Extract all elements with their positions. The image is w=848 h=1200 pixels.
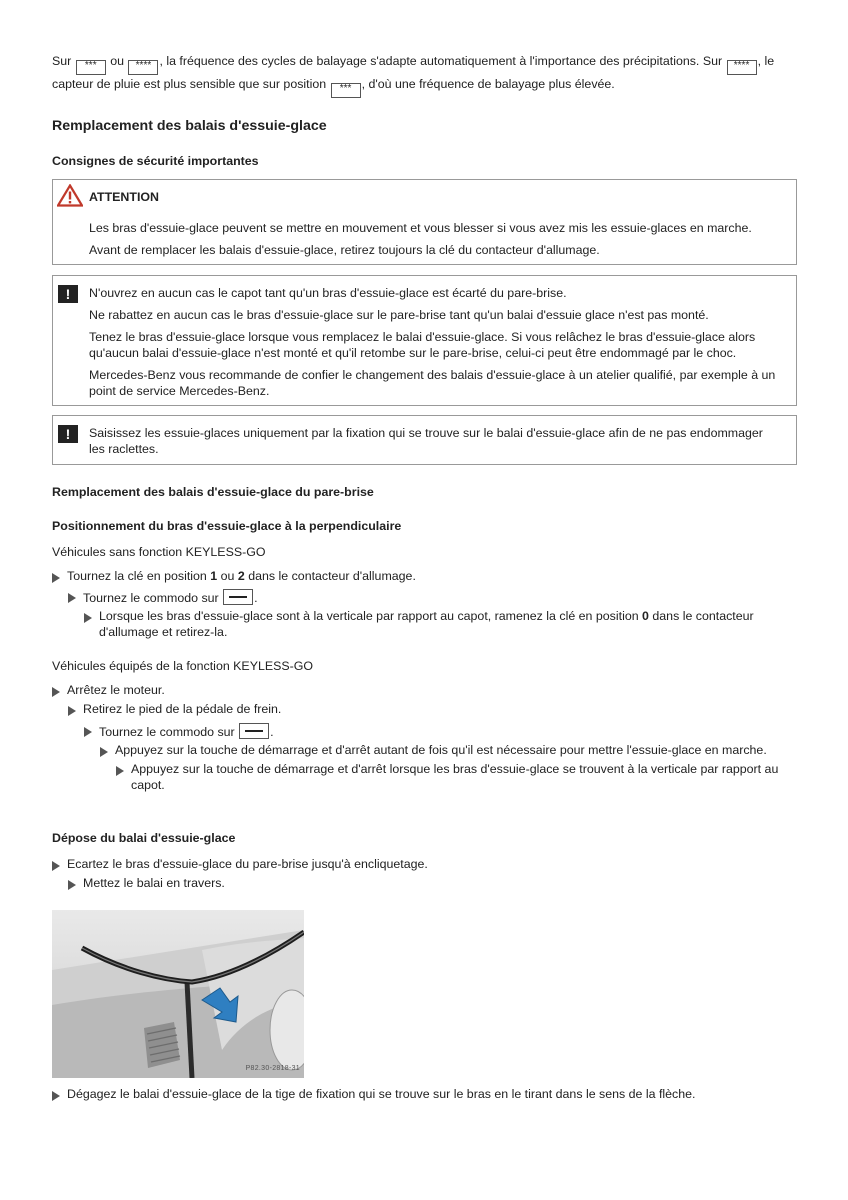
warning-box xyxy=(52,179,797,265)
step-arrow-icon xyxy=(68,880,76,890)
subsection-title: Positionnement du bras d'essuie-glace à la perpendiculaire xyxy=(52,519,402,533)
intermittent-3-symbol: *** xyxy=(331,83,361,98)
note-line: Ne rabattez en aucun cas le bras d'essuie-glace sur le pare-brise tant qu'un balai d'essuie glace n'est pas monté. xyxy=(89,308,709,322)
wiper-blade-image xyxy=(52,910,304,1078)
figure-code: P82.30-2818-31 xyxy=(245,1064,300,1072)
vehicle-label: Véhicules sans fonction KEYLESS-GO xyxy=(52,545,266,559)
step: Dégagez le balai d'essuie-glace de la tige de fixation qui se trouve sur le bras en le tirant dans le sens de la flèche. xyxy=(52,1087,797,1103)
subsection-title: Remplacement des balais d'essuie-glace du pare-brise xyxy=(52,485,374,499)
note-line: Mercedes-Benz vous recommande de confier le changement des balais d'essuie-glace à un atelier qualifié, par exemple à un point de service Mercedes-Benz. xyxy=(89,368,776,398)
vehicle-label: Véhicules équipés de la fonction KEYLESS-GO xyxy=(52,659,314,673)
note-text: Saisissez les essuie-glaces uniquement par la fixation qui se trouve sur le balai d'essuie-glace afin de ne pas endommager les raclettes. xyxy=(89,426,763,456)
exclamation-icon: ! xyxy=(58,285,78,303)
intro-paragraph: Sur *** ou **** , la fréquence des cycles de balayage s'adapte automatiquement à l'importance des précipitations. Sur **** , le capteur de pluie est plus sensible que sur position *** , d'où une fréquence de balayage plus élevée. xyxy=(52,52,797,98)
safety-title: Consignes de sécurité importantes xyxy=(52,154,259,168)
step-arrow-icon xyxy=(52,1091,60,1101)
step-arrow-icon xyxy=(52,573,60,583)
warning-line: Avant de remplacer les balais d'essuie-glace, retirez toujours la clé du contacteur d'allumage. xyxy=(89,243,600,257)
wiper-removal-illustration xyxy=(52,910,304,1078)
step-arrow-icon xyxy=(52,687,60,697)
note-box xyxy=(52,275,797,406)
step-arrow-icon xyxy=(84,613,92,623)
step: Mettez le balai en travers. xyxy=(68,876,797,892)
step: Appuyez sur la touche de démarrage et d'arrêt lorsque les bras d'essuie-glace se trouvent à la verticale par rapport au capot. xyxy=(116,762,797,793)
step: Tournez le commodo sur . xyxy=(68,589,797,607)
step: Tournez le commodo sur . xyxy=(84,723,797,741)
warning-line: Les bras d'essuie-glace peuvent se mettre en mouvement et vous blesser si vous avez mis les essuie-glaces en marche. xyxy=(89,221,752,235)
wiper-position-symbol xyxy=(223,589,253,605)
step: Retirez le pied de la pédale de frein. xyxy=(68,702,797,718)
note-line: N'ouvrez en aucun cas le capot tant qu'un bras d'essuie-glace est écarté du pare-brise. xyxy=(89,286,567,300)
warning-triangle-icon xyxy=(57,184,83,207)
subsection-title: Dépose du balai d'essuie-glace xyxy=(52,831,236,845)
step-arrow-icon xyxy=(116,766,124,776)
section-title: Remplacement des balais d'essuie-glace xyxy=(52,118,327,134)
warning-heading: ATTENTION xyxy=(89,190,159,204)
step: Ecartez le bras d'essuie-glace du pare-brise jusqu'à encliquetage. xyxy=(52,857,797,873)
step: Appuyez sur la touche de démarrage et d'arrêt autant de fois qu'il est nécessaire pour mettre l'essuie-glace en marche. xyxy=(100,743,797,759)
note-line: Tenez le bras d'essuie-glace lorsque vous remplacez le balai d'essuie-glace. Si vous relâchez le bras d'essuie-glace alors qu'aucun balai d'essuie-glace n'est monté et qu'il retombe sur le pare-brise, celui-ci peut être endommagé par le choc. xyxy=(89,330,756,360)
note-box xyxy=(52,415,797,465)
step-arrow-icon xyxy=(68,706,76,716)
step-arrow-icon xyxy=(68,593,76,603)
exclamation-icon: ! xyxy=(58,425,78,443)
step: Lorsque les bras d'essuie-glace sont à la verticale par rapport au capot, ramenez la clé en position 0 dans le contacteur d'allumage et retirez-la. xyxy=(84,609,797,640)
intermittent-4-symbol: **** xyxy=(727,60,757,75)
step-arrow-icon xyxy=(100,747,108,757)
intermittent-3-symbol: *** xyxy=(76,60,106,75)
wiper-position-symbol xyxy=(239,723,269,739)
step: Tournez la clé en position 1 ou 2 dans le contacteur d'allumage. xyxy=(52,569,797,585)
intermittent-4-symbol: **** xyxy=(128,60,158,75)
step-arrow-icon xyxy=(84,727,92,737)
step-arrow-icon xyxy=(52,861,60,871)
step: Arrêtez le moteur. xyxy=(52,683,797,699)
